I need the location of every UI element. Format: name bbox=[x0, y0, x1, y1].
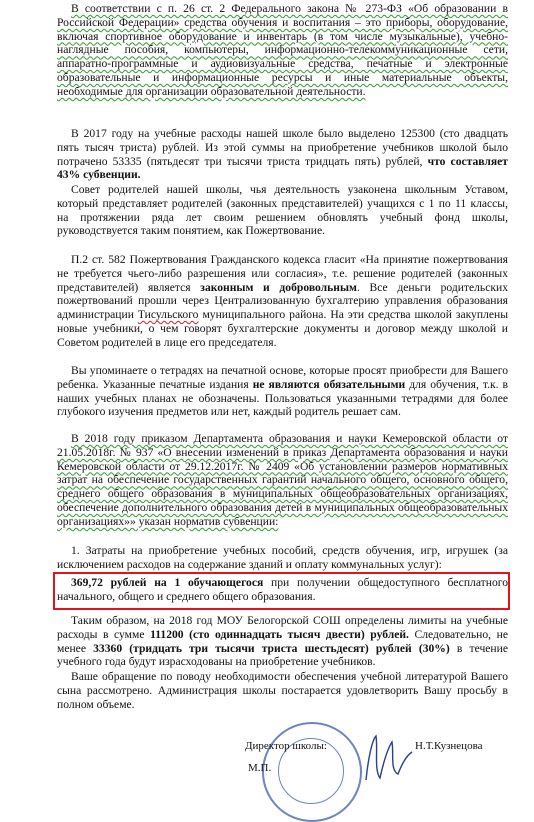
norm-per-student-bold: 369,72 рублей на 1 обучающегося bbox=[71, 576, 264, 589]
donation-text-1: П.2 ст. 582 Пожертвования Гражданского кодекса гласит «На принятие пожертвования не требуется чьего-либо разрешения или согласия», т.е. решение родителей (законных представителей) является bbox=[57, 253, 508, 294]
conclusion-text: Ваше обращение по поводу необходимости обеспечения учебной литературой Вашего сына рассмотрено. Администрация школы постарается удовлетворить Вашу просьбу в полном объеме. bbox=[57, 670, 508, 711]
law-definition-text: В соответствии с п. 26 ст. 2 Федерального закона № 273-ФЗ «Об образовании в Российской Федерации» средства обучения и воспитания – это приборы, оборудование, включая спортивное оборудование и инвентарь (в том числе музыкальные), учебно-наглядные пособия, компьютеры, информационно-телекоммуникационные сети, аппаратно-программные и аудиовизуальные средства, печатные и электронные образовательные и информационные ресурсы и иные материальные объекты, необходимые для организации образовательной деятельности. bbox=[57, 2, 508, 98]
paragraph-parents-council bbox=[57, 183, 508, 238]
director-role: Директор школы: bbox=[245, 740, 327, 752]
workbooks-text-2: для обучения, т.к. в наших учебных планах не обозначены. Пользоваться указанными тетрадями для более глубокого изучения предметов или нет, каждый родитель решает сам. bbox=[57, 377, 508, 419]
donation-bold: законным и добровольным bbox=[200, 280, 357, 294]
limits-text-1: Таким образом, на 2018 год МОУ Белогорской СОШ определены лимиты на учебные расходы в сумме bbox=[57, 614, 508, 641]
donation-text-3: муниципального района. На эти средства школой закуплены новые учебники, о чем говорят бухгалтерские документы и договор между школой и Советом родителей в лице его председателя. bbox=[57, 308, 508, 349]
parents-council-text: Совет родителей нашей школы, чья деятельность узаконена школьным Уставом, который представляет родителей (законных представителей) учащихся с 1 по 11 классы, на протяжении ряда лет своим решением обновлять учебный фонд школы, руководствуется таким понятием, как Пожертвование. bbox=[57, 183, 508, 238]
costs-item-text: 1. Затраты на приобретение учебных пособий, средств обучения, игр, игрушек (за исключением расходов на содержание зданий и оплату коммунальных услуг): bbox=[57, 544, 508, 571]
limits-min-amount: 33360 (тридцать три тысячи триста шестьдесят) рублей (30%) bbox=[93, 641, 450, 655]
director-name: Н.Т.Кузнецова bbox=[415, 740, 483, 752]
expenses-2017-percent: что составляет 43% субвенции. bbox=[57, 154, 508, 182]
paragraph-2017-expenses bbox=[57, 127, 508, 182]
paragraph-2018-limits bbox=[57, 614, 508, 669]
order-2018-text: В 2018 году приказом Департамента образования и науки Кемеровской области от 21.05.2018г. № 937 «О внесении изменений в приказ Департамента образования и науки Кемеровской области от 29.12.2017г. № 2409 «Об установлении размеров нормативных затрат на обеспечение государственных гарантий начального общего, основного общего, среднего общего образования в муниципальных общеобразовательных организациях, обеспечение дополнительного образования детей в муниципальных общеобразовательных организациях»» указан норматив субвенции: bbox=[57, 432, 508, 528]
paragraph-law-definition bbox=[57, 2, 508, 99]
norm-per-student-text: при получении общедоступного бесплатного начального, общего и среднего общего образования. bbox=[57, 576, 508, 603]
seal-label: М.П. bbox=[248, 762, 272, 774]
limits-text-3: в течение учебного года будут израсходованы на приобретение учебников. bbox=[57, 641, 508, 669]
paragraph-norm-per-student bbox=[57, 576, 508, 604]
limits-text-2: Следовательно, не менее bbox=[57, 627, 508, 655]
donation-text-2: . Все деньги родительских пожертвований прошли через Централизованную бухгалтерию управления образования администрации bbox=[57, 280, 508, 322]
paragraph-conclusion bbox=[57, 670, 508, 711]
workbooks-text-1: Вы упоминаете о тетрадях на печатной основе, которые просят приобрести для Вашего ребенка. Указанные печатные издания bbox=[57, 364, 508, 391]
paragraph-2018-order bbox=[57, 432, 508, 529]
paragraph-workbooks bbox=[57, 364, 508, 419]
paragraph-costs-item bbox=[57, 544, 508, 572]
signature-scribble bbox=[358, 730, 418, 790]
paragraph-donation bbox=[57, 253, 508, 350]
workbooks-bold: не являются обязательными bbox=[252, 377, 406, 391]
limits-amount: 111200 (сто одиннадцать тысяч двести) рублей. bbox=[150, 627, 409, 641]
district-name: Тисульского bbox=[137, 308, 199, 322]
school-stamp bbox=[262, 722, 362, 822]
expenses-2017-text: В 2017 году на учебные расходы нашей школе было выделено 125300 (сто двадцать пять тысяч триста) рублей. Из этой суммы на приобретение учебников школой было потрачено 53335 (пятьдесят три тысячи триста тридцать пять) рублей, bbox=[57, 127, 508, 168]
